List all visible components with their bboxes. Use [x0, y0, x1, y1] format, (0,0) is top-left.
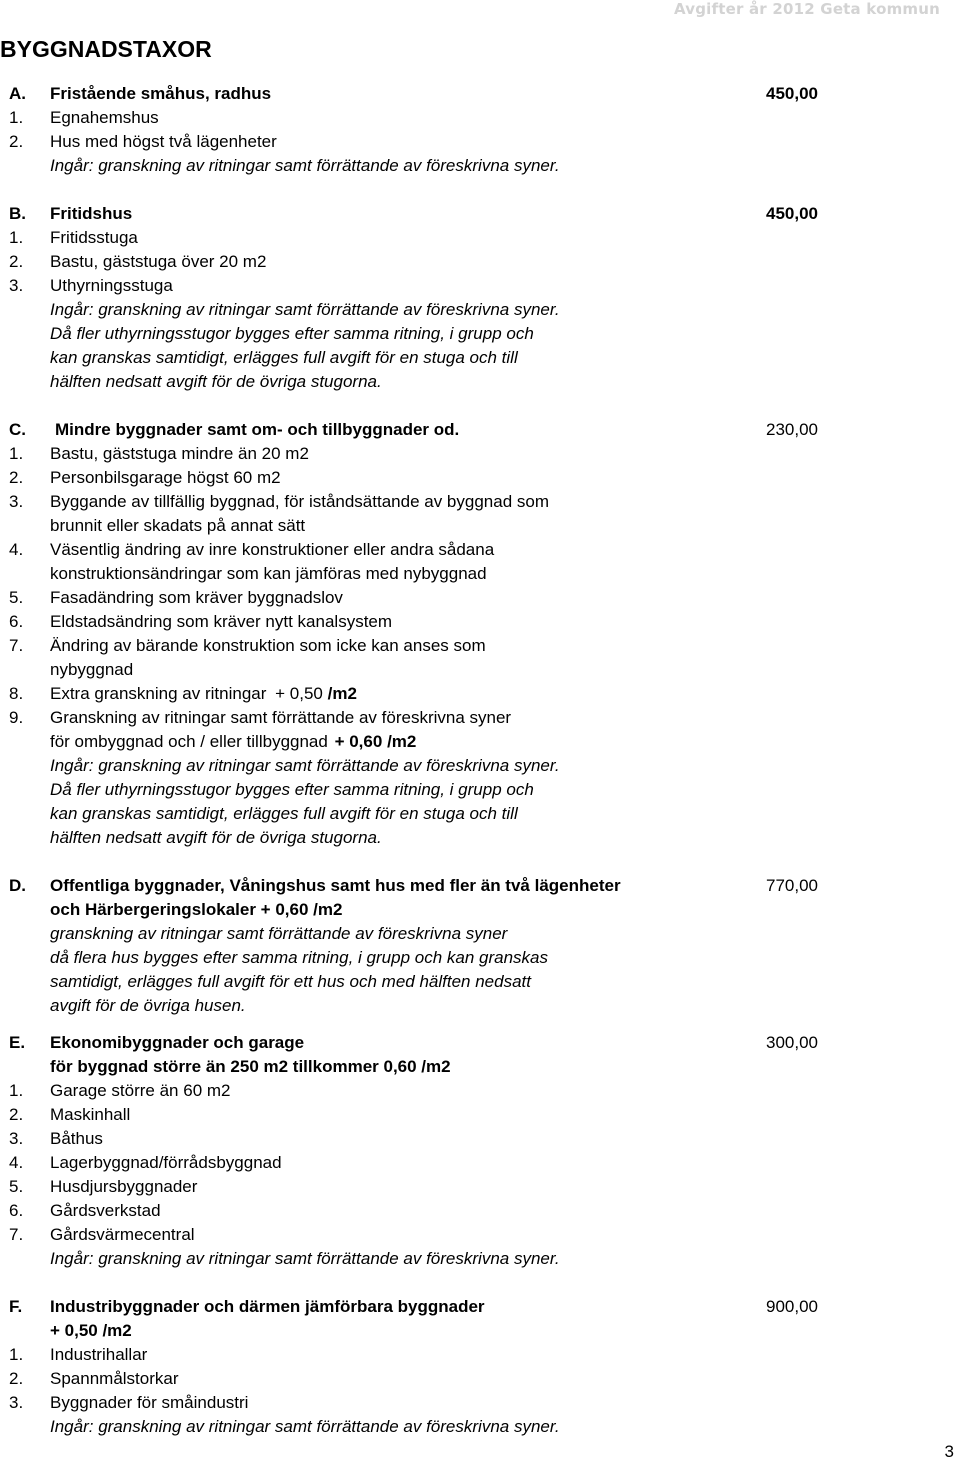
section-note-line: hälften nedsatt avgift för de övriga stugorna. [50, 372, 382, 391]
list-item: Industrihallar [50, 1345, 148, 1364]
item-unit: /m2 [387, 732, 417, 751]
section-note: Ingår: granskning av ritningar samt förrättande av föreskrivna syner. [50, 756, 560, 775]
list-item: Granskning av ritningar samt förrättande av föreskrivna syner [50, 708, 512, 727]
section-subheading: för byggnad större än 250 m2 tillkommer 0,60 /m2 [50, 1057, 451, 1076]
section-letter: E. [9, 1033, 26, 1052]
section-letter: F. [9, 1297, 23, 1316]
item-number: 4. [9, 1153, 24, 1172]
item-number: 3. [9, 1129, 24, 1148]
item-number: 6. [9, 612, 24, 631]
list-item: Båthus [50, 1129, 103, 1148]
section-note: Ingår: granskning av ritningar samt förrättande av föreskrivna syner. [50, 300, 560, 319]
section-heading: Industribyggnader och därmen jämförbara byggnader [50, 1297, 485, 1316]
document-title: BYGGNADSTAXOR [0, 36, 212, 62]
document-header: Avgifter år 2012 Geta kommun [673, 0, 940, 18]
list-item [50, 683, 357, 705]
section-heading: Ekonomibyggnader och garage [50, 1033, 305, 1052]
item-text: Extra granskning av ritningar [50, 684, 267, 703]
item-number: 1. [9, 444, 24, 463]
section-amount: 770,00 [766, 876, 818, 895]
section-note-line: samtidigt, erlägges full avgift för ett hus och med hälften nedsatt [50, 972, 531, 991]
list-item: Bastu, gäststuga mindre än 20 m2 [50, 444, 309, 463]
section-note-line: granskning av ritningar samt förrättande av föreskrivna syner [50, 924, 508, 943]
item-number: 1. [9, 108, 24, 127]
section-amount: 900,00 [766, 1297, 818, 1316]
section-note-line: Då fler uthyrningsstugor bygges efter samma ritning, i grupp och [50, 780, 534, 799]
section-amount: 300,00 [766, 1033, 818, 1052]
section-heading: Fritidshus [50, 204, 133, 223]
list-item: Byggande av tillfällig byggnad, för iståndsättande av byggnad som [50, 492, 549, 511]
section-amount: 450,00 [766, 204, 818, 223]
list-item: Lagerbyggnad/förrådsbyggnad [50, 1153, 282, 1172]
section-note: Ingår: granskning av ritningar samt förrättande av föreskrivna syner. [50, 1249, 560, 1268]
item-unit: /m2 [327, 684, 357, 703]
section-heading: Offentliga byggnader, Våningshus samt hus med fler än två lägenheter [50, 876, 621, 895]
section-letter: C. [9, 420, 26, 439]
item-number: 8. [9, 684, 24, 703]
list-item-continuation [50, 731, 416, 753]
item-number: 2. [9, 132, 24, 151]
section-letter: B. [9, 204, 26, 223]
section-subheading: + 0,50 /m2 [50, 1321, 132, 1340]
list-item: Maskinhall [50, 1105, 131, 1124]
item-number: 2. [9, 1369, 24, 1388]
section-letter: D. [9, 876, 26, 895]
list-item: Garage större än 60 m2 [50, 1081, 231, 1100]
item-number: 2. [9, 1105, 24, 1124]
section-note: Ingår: granskning av ritningar samt förrättande av föreskrivna syner. [50, 156, 560, 175]
item-number: 2. [9, 468, 24, 487]
section-note-line: då flera hus bygges efter samma ritning, i grupp och kan granskas [50, 948, 548, 967]
list-item: Uthyrningsstuga [50, 276, 173, 295]
list-item: Personbilsgarage högst 60 m2 [50, 468, 281, 487]
section-letter: A. [9, 84, 26, 103]
item-number: 7. [9, 636, 24, 655]
list-item: Byggnader för småindustri [50, 1393, 249, 1412]
item-number: 1. [9, 1081, 24, 1100]
item-number: 4. [9, 540, 24, 559]
list-item: Gårdsverkstad [50, 1201, 161, 1220]
item-number: 2. [9, 252, 24, 271]
item-rate: + 0,60 [334, 732, 383, 751]
list-item: Gårdsvärmecentral [50, 1225, 195, 1244]
item-number: 5. [9, 1177, 24, 1196]
item-number: 9. [9, 708, 24, 727]
section-subheading: och Härbergeringslokaler + 0,60 /m2 [50, 900, 343, 919]
item-number: 1. [9, 228, 24, 247]
list-item: Eldstadsändring som kräver nytt kanalsystem [50, 612, 393, 631]
section-note-line: hälften nedsatt avgift för de övriga stugorna. [50, 828, 382, 847]
list-item: Hus med högst två lägenheter [50, 132, 277, 151]
list-item-continuation: konstruktionsändringar som kan jämföras med nybyggnad [50, 564, 487, 583]
item-number: 6. [9, 1201, 24, 1220]
list-item: Egnahemshus [50, 108, 159, 127]
list-item: Väsentlig ändring av inre konstruktioner eller andra sådana [50, 540, 495, 559]
item-number: 5. [9, 588, 24, 607]
section-note-line: kan granskas samtidigt, erlägges full avgift för en stuga och till [50, 804, 518, 823]
item-number: 3. [9, 492, 24, 511]
list-item-continuation: brunnit eller skadats på annat sätt [50, 516, 306, 535]
item-number: 7. [9, 1225, 24, 1244]
item-number: 3. [9, 276, 24, 295]
list-item: Spannmålstorkar [50, 1369, 179, 1388]
item-text: för ombyggnad och / eller tillbyggnad [50, 732, 328, 751]
item-number: 3. [9, 1393, 24, 1412]
section-note-line: kan granskas samtidigt, erlägges full avgift för en stuga och till [50, 348, 518, 367]
list-item-continuation: nybyggnad [50, 660, 134, 679]
list-item: Husdjursbyggnader [50, 1177, 198, 1196]
section-heading: Fristående småhus, radhus [50, 84, 272, 103]
section-heading: Mindre byggnader samt om- och tillbyggnader od. [55, 420, 460, 439]
list-item: Fritidsstuga [50, 228, 138, 247]
page-number: 3 [944, 1442, 954, 1461]
list-item: Fasadändring som kräver byggnadslov [50, 588, 343, 607]
section-note-line: Då fler uthyrningsstugor bygges efter samma ritning, i grupp och [50, 324, 534, 343]
section-amount: 230,00 [766, 420, 818, 439]
section-note: Ingår: granskning av ritningar samt förrättande av föreskrivna syner. [50, 1417, 560, 1436]
item-number: 1. [9, 1345, 24, 1364]
item-rate: + 0,50 [275, 684, 323, 703]
list-item: Bastu, gäststuga över 20 m2 [50, 252, 267, 271]
section-amount: 450,00 [766, 84, 818, 103]
list-item: Ändring av bärande konstruktion som icke kan anses som [50, 636, 486, 655]
section-note-line: avgift för de övriga husen. [50, 996, 246, 1015]
